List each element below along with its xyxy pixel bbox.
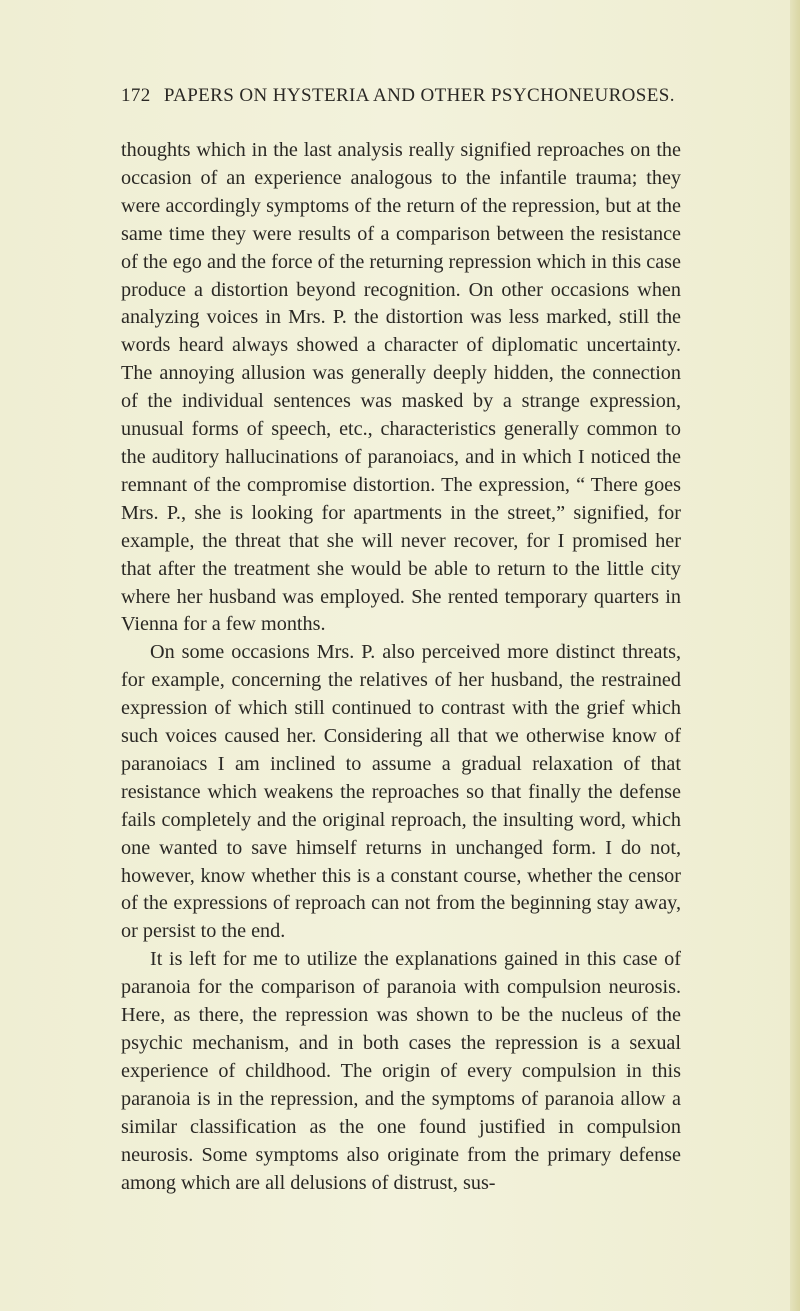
page-number: 172	[121, 85, 151, 106]
body-text	[121, 137, 681, 1197]
paragraph-3: It is left for me to utilize the explanations gained in this case of paranoia for the comparison of paranoia with compulsion neurosis. Here, as there, the repression was shown to be the nucleus of the psychic mechanism, and in both cases the repression is a sexual experience of childhood. The origin of every compulsion in this paranoia is in the repression, and the symptoms of paranoia allow a similar classification as the one found justified in compulsion neurosis. Some symptoms also originate from the primary defense among which are all delusions of distrust, sus-	[121, 948, 681, 1194]
paragraph-1: thoughts which in the last analysis really signified reproaches on the occasion of an experience analogous to the infantile trauma; they were accordingly symptoms of the return of the repression, but at the same time they were results of a comparison between the resistance of the ego and the force of the returning repression which in this case produce a distortion beyond recognition. On other occasions when analyzing voices in Mrs. P. the distortion was less marked, still the words heard always showed a character of diplomatic uncertainty. The annoying allusion was generally deeply hidden, the connection of the individual sentences was masked by a strange expression, unusual forms of speech, etc., characteristics generally common to the auditory hallucinations of paranoiacs, and in which I noticed the remnant of the compromise distortion. The expression, “ There goes Mrs. P., she is looking for apartments in the street,” signified, for example, the threat that she will never recover, for I promised her that after the treatment she would be able to return to the little city where her husband was employed. She rented temporary quarters in Vienna for a few months.	[121, 139, 681, 636]
running-header	[121, 85, 681, 107]
running-title: PAPERS ON HYSTERIA AND OTHER PSYCHONEUROSES.	[163, 85, 675, 106]
page-edge	[790, 0, 800, 1311]
paragraph-2: On some occasions Mrs. P. also perceived more distinct threats, for example, concerning the relatives of her husband, the restrained expression of which still continued to contrast with the grief which such voices caused her. Considering all that we otherwise know of paranoiacs I am inclined to assume a gradual relaxation of that resistance which weakens the reproaches so that finally the defense fails completely and the original reproach, the insulting word, which one wanted to save himself returns in unchanged form. I do not, however, know whether this is a constant course, whether the censor of the expressions of reproach can not from the beginning stay away, or persist to the end.	[121, 641, 681, 943]
